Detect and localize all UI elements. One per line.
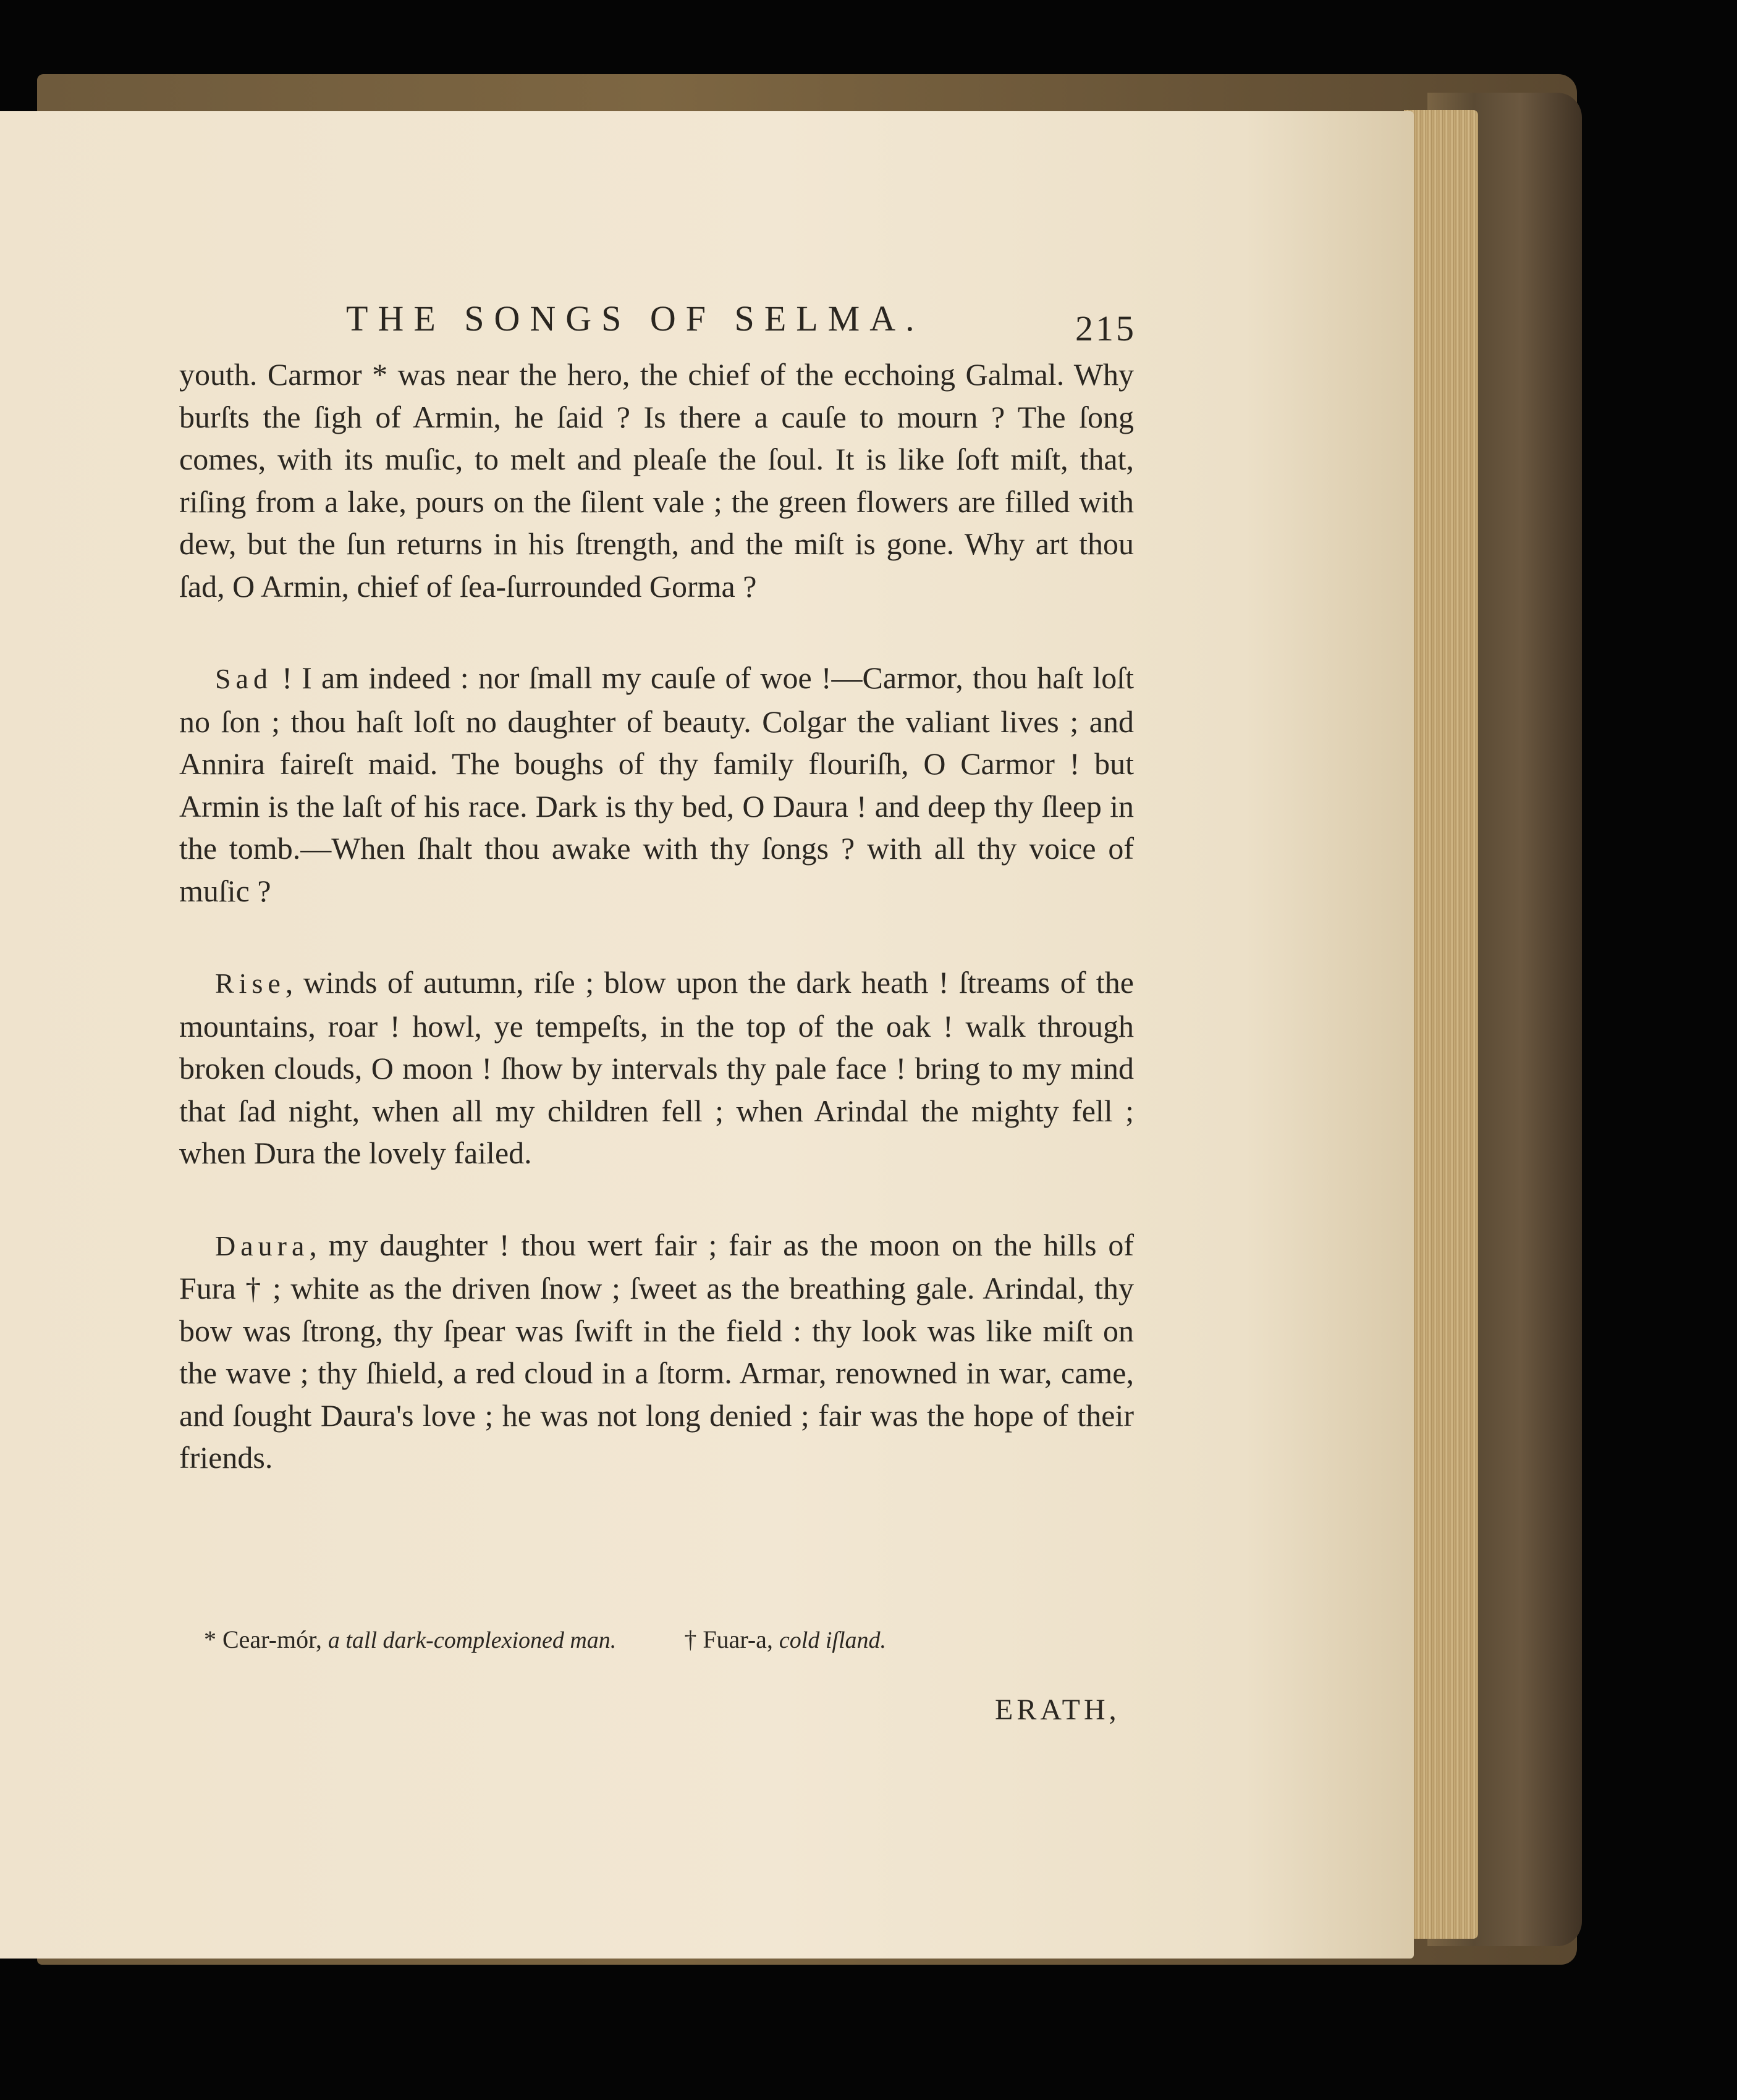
page-fore-edge xyxy=(1404,110,1478,1939)
paragraph-2-lead: Sad xyxy=(215,663,273,694)
paragraph-3-text: , winds of autumn, riſe ; blow upon the dark heath ! ſtreams of the mountains, roar ! howl, ye tempeſts, in the top of the oak ! walk through broken clouds, O moon ! ſhow by intervals thy pale face ! bring to my mind that ſad night, when all my children fell ; when Arindal the mighty fell ; when Dura the lovely failed. xyxy=(179,965,1134,1170)
paragraph-2-text: ! I am indeed : nor ſmall my cauſe of woe !—Carmor, thou haſt loſt no ſon ; thou haſt loſt no daughter of beauty. Colgar the valiant lives ; and Annira faireſt maid. The boughs of thy family flouriſh, O Carmor ! but Armin is the laſt of his race. Dark is thy bed, O Daura ! and deep thy ſleep in the tomb.—When ſhalt thou awake with thy ſongs ? with all thy voice of muſic ? xyxy=(179,660,1134,908)
catchword: ERATH, xyxy=(995,1693,1120,1726)
paragraph-2 xyxy=(179,657,1134,912)
paragraph-1: youth. Carmor * was near the hero, the chief of the ecchoing Galmal. Why burſts the ſigh of Armin, he ſaid ? Is there a cauſe to mourn ? The ſong comes, with its muſic, to melt and pleaſe the ſoul. It is like ſoft miſt, that, riſing from a lake, pours on the ſilent vale ; the green flowers are filled with dew, but the ſun returns in his ſtrength, and the miſt is gone. Why art thou ſad, O Armin, chief of ſea-ſurrounded Gorma ? xyxy=(179,357,1134,604)
footnotes xyxy=(204,1625,886,1654)
paragraph-4 xyxy=(179,1224,1134,1479)
footnote-2-term: † Fuar-a, xyxy=(684,1626,773,1653)
paragraph-3-lead: Rise xyxy=(215,968,285,999)
paragraph-3 xyxy=(179,961,1134,1174)
footnote-1-term: * Cear-mór, xyxy=(204,1626,322,1653)
running-head: THE SONGS OF SELMA. xyxy=(346,298,924,339)
body-text xyxy=(179,353,1134,1479)
paragraph-4-lead: Daura xyxy=(215,1229,310,1262)
paragraph-4-text: , my daughter ! thou wert fair ; fair as the moon on the hills of Fura † ; white as the driven ſnow ; ſweet as the breathing gale. Arindal, thy bow was ſtrong, thy ſpear was ſwift in the field : thy look was like miſt on the wave ; thy ſhield, a red cloud in a ſtorm. Armar, renowned in war, came, and ſought Daura's love ; he was not long denied ; fair was the hope of their friends. xyxy=(179,1227,1134,1475)
footnote-2-gloss: cold iſland. xyxy=(779,1627,887,1653)
page-number: 215 xyxy=(1075,308,1136,348)
footnote-1-gloss: a tall dark-complexioned man. xyxy=(328,1627,617,1653)
